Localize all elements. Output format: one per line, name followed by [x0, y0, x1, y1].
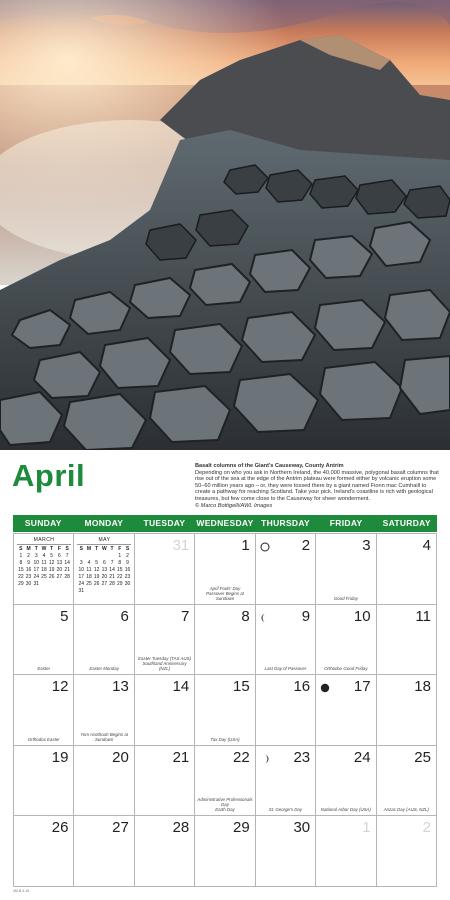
mini-calendar-day: 20	[101, 574, 108, 580]
mini-calendar-day: 1	[19, 553, 23, 559]
mini-calendar-day: 2	[126, 553, 129, 559]
holiday-note: Anzac Day (AUS, NZL)	[383, 807, 429, 813]
mini-calendar-day: 5	[50, 553, 54, 559]
day-cell	[256, 816, 316, 887]
mini-calendar-weekday: T	[50, 546, 54, 552]
holiday-note: Tax Day (USA)	[210, 736, 240, 742]
mini-calendar-weekday: T	[34, 546, 38, 552]
mini-calendar-day: 8	[118, 560, 122, 566]
mini-calendar-day: 19	[48, 567, 55, 573]
day-cell	[195, 605, 255, 676]
weekday-saturday: SATURDAY	[382, 518, 431, 528]
mini-calendar-march	[17, 537, 71, 588]
holiday-note: Administrative Professionals Day Earth Day	[197, 797, 253, 813]
mini-calendar-day: 22	[18, 574, 24, 580]
mini-calendar-day: 30	[25, 581, 32, 587]
day-number: 27	[112, 819, 129, 837]
full-moon-icon	[260, 539, 270, 549]
mini-calendar-day: 12	[93, 567, 100, 573]
mini-calendar-day: 15	[117, 567, 123, 573]
day-number: 6	[120, 607, 129, 625]
first-quarter-moon-icon	[260, 751, 270, 761]
day-number: 10	[353, 607, 371, 625]
mini-calendar-day	[108, 588, 116, 595]
day-cell	[195, 746, 255, 817]
day-number: 20	[112, 748, 129, 766]
mini-calendar-day: 15	[18, 567, 24, 573]
day-number: 4	[422, 537, 431, 554]
day-number: 22	[233, 748, 250, 766]
day-cell	[74, 605, 134, 676]
mini-calendar-day	[108, 553, 116, 560]
day-number: 25	[414, 748, 431, 766]
mini-calendar-day: 3	[34, 553, 38, 559]
day-cell	[135, 675, 195, 746]
day-number: 3	[362, 537, 371, 554]
mini-calendar-day: 9	[27, 560, 30, 566]
mini-calendar-day	[56, 581, 64, 588]
holiday-note: Good Friday	[333, 595, 358, 601]
day-number: 7	[180, 607, 190, 625]
month-title: April	[12, 458, 86, 493]
mini-calendar-day: 30	[124, 581, 131, 587]
mini-calendar-day: 18	[86, 574, 92, 580]
mini-calendar-day	[101, 588, 109, 595]
last-quarter-moon-icon	[260, 610, 270, 620]
mini-calendar-day: 7	[110, 560, 114, 566]
mini-calendar-day: 11	[41, 560, 47, 566]
day-number: 16	[293, 678, 311, 696]
mini-calendar-day: 4	[42, 553, 46, 559]
mini-calendar-day: 23	[124, 574, 131, 580]
holiday-note: Easter	[37, 666, 51, 672]
day-cell	[135, 534, 195, 605]
mini-calendar-day: 5	[95, 560, 99, 566]
caption-credit: © Marco Bottigelli/AWL Images	[195, 503, 273, 510]
mini-calendar-weekday: M	[86, 546, 92, 552]
day-number: 8	[241, 607, 250, 625]
day-number: 21	[172, 748, 190, 766]
weekday-sunday: SUNDAY	[24, 518, 62, 528]
day-cell	[377, 746, 437, 817]
day-number: 17	[353, 678, 371, 696]
mini-calendar-day: 11	[86, 567, 92, 573]
mini-calendar-day: 27	[101, 581, 108, 587]
mini-calendar-day	[124, 588, 132, 595]
mini-calendar-day	[85, 553, 93, 560]
mini-calendar-day: 16	[25, 567, 32, 573]
mini-calendar-weekday: T	[110, 546, 114, 552]
day-number: 28	[172, 819, 190, 837]
mini-calendar-weekday: F	[118, 546, 122, 552]
mini-calendar-day: 14	[64, 560, 70, 566]
mini-calendar-day	[85, 588, 93, 595]
mini-calendar-day: 18	[41, 567, 47, 573]
day-number: 1	[362, 819, 371, 837]
mini-calendar-day: 27	[56, 574, 63, 580]
mini-calendar-day: 26	[48, 574, 55, 580]
mini-calendar-day: 25	[41, 574, 47, 580]
day-number: 12	[51, 678, 69, 696]
day-cell	[377, 605, 437, 676]
day-number: 1	[241, 537, 250, 554]
mini-calendar-title: MAY	[77, 537, 131, 545]
holiday-note: St. George's Day	[268, 807, 303, 813]
mini-calendar-day: 4	[87, 560, 91, 566]
day-number: 29	[233, 819, 250, 837]
day-cell	[256, 746, 316, 817]
mini-calendar-day: 13	[101, 567, 108, 573]
day-number: 13	[112, 678, 129, 696]
mini-calendar-day: 14	[109, 567, 115, 573]
day-cell	[316, 534, 376, 605]
weekday-thursday: THURSDAY	[261, 518, 310, 528]
day-cell	[377, 816, 437, 887]
day-number: 24	[353, 748, 371, 766]
mini-calendar-weekday: S	[125, 546, 130, 552]
mini-calendar-day: 12	[48, 560, 55, 566]
mini-calendar-day: 10	[78, 567, 85, 573]
day-cell	[316, 675, 376, 746]
day-number: 31	[172, 537, 190, 554]
mini-calendar-day: 31	[33, 581, 40, 587]
mini-calendar-day: 29	[18, 581, 24, 587]
mini-calendar-day: 31	[78, 588, 85, 594]
day-number: 15	[233, 678, 250, 696]
mini-calendar-title: MARCH	[17, 537, 71, 545]
day-cell	[74, 675, 134, 746]
mini-calendar-day: 24	[33, 574, 40, 580]
holiday-note: Orthodox Good Friday	[324, 666, 368, 672]
weekday-header	[13, 515, 437, 532]
mini-calendar-weekday: S	[79, 546, 83, 552]
mini-calendar-day: 21	[109, 574, 115, 580]
holiday-note: Easter Tuesday (TAS AUS) Southland Anniversary (NZL)	[138, 656, 191, 672]
mini-calendar-day	[101, 553, 109, 560]
mini-calendar-day: 19	[93, 574, 100, 580]
holiday-note: April Fools' Day Passover Begins at Sundown	[206, 585, 244, 601]
holiday-note: Orthodox Easter	[27, 736, 60, 742]
mini-calendar-weekday: W	[102, 546, 107, 552]
mini-calendar-day: 20	[56, 567, 63, 573]
day-cell	[195, 675, 255, 746]
mini-calendar-day: 23	[25, 574, 32, 580]
day-cell	[316, 816, 376, 887]
mini-calendar-weekday: W	[41, 546, 47, 552]
mini-calendar-day	[40, 581, 48, 588]
mini-calendar-weekday: F	[57, 546, 61, 552]
footer-code: 4M-B 4.15	[13, 889, 30, 893]
mini-calendar-day: 6	[102, 560, 106, 566]
day-number: 26	[51, 819, 69, 837]
day-cell	[316, 746, 376, 817]
day-cell	[195, 534, 255, 605]
day-cell	[256, 534, 316, 605]
day-number: 11	[415, 607, 431, 625]
holiday-note: Yom HaShoah Begins at Sundown	[80, 731, 129, 742]
mini-calendar-day: 17	[78, 574, 85, 580]
weekday-tuesday: TUESDAY	[143, 518, 186, 528]
holiday-note: National Arbor Day (USA)	[320, 807, 371, 813]
day-cell	[377, 534, 437, 605]
mini-calendar-day: 9	[126, 560, 129, 566]
caption-title: Basalt columns of the Giant's Causeway, County Antrim	[195, 463, 344, 469]
calendar-grid	[13, 533, 437, 887]
mini-calendar-day: 22	[117, 574, 123, 580]
mini-calendar-weekday: S	[19, 546, 23, 552]
day-cell	[256, 675, 316, 746]
day-number: 18	[414, 678, 431, 696]
caption-body: Depending on who you ask in Northern Ireland, the 40,000 massive, polygonal basalt columns that rise out of the sea at the edge of the Antrim plateau were formed either by volcanic eruption some 50–60 million years ago – or, they were tossed there by a giant named Fionn mac Cumhaill to create a pathway for reaching Scotland. Take your pick. Ireland's coastline is rich with geological treasures, but few come close to the Causeway for sheer wonderment.	[195, 469, 439, 502]
day-cell	[74, 746, 134, 817]
mini-calendar-day: 3	[79, 560, 83, 566]
day-cell	[14, 534, 74, 605]
day-cell	[74, 534, 134, 605]
day-cell	[195, 816, 255, 887]
mini-calendar-weekday: S	[65, 546, 69, 552]
day-cell	[74, 816, 134, 887]
day-cell	[377, 675, 437, 746]
day-cell	[14, 675, 74, 746]
day-cell	[14, 746, 74, 817]
mini-calendar-day	[77, 553, 85, 560]
day-cell	[14, 816, 74, 887]
mini-calendar-may	[77, 537, 131, 595]
mini-calendar-day: 7	[65, 553, 69, 559]
weekday-friday: FRIDAY	[329, 518, 363, 528]
mini-calendar-day: 17	[33, 567, 40, 573]
mini-calendar-day: 1	[118, 553, 122, 559]
mini-calendar-day: 28	[64, 574, 70, 580]
mini-calendar-weekday: M	[26, 546, 31, 552]
day-cell	[256, 605, 316, 676]
day-number: 30	[293, 819, 311, 837]
day-number: 14	[172, 678, 190, 696]
holiday-note: Easter Monday	[89, 666, 119, 672]
day-number: 19	[51, 748, 69, 766]
mini-calendar-day: 29	[117, 581, 123, 587]
day-cell	[135, 746, 195, 817]
mini-calendar-day: 25	[86, 581, 92, 587]
mini-calendar-day: 10	[33, 560, 40, 566]
mini-calendar-day: 16	[124, 567, 131, 573]
mini-calendar-day: 13	[56, 560, 63, 566]
day-cell	[135, 816, 195, 887]
mini-calendar-day	[116, 588, 124, 595]
mini-calendar-day: 26	[93, 581, 100, 587]
day-cell	[316, 605, 376, 676]
mini-calendar-day	[63, 581, 71, 588]
mini-calendar-day	[93, 588, 101, 595]
mini-calendar-day: 21	[64, 567, 70, 573]
new-moon-icon	[320, 680, 330, 690]
mini-calendar-day: 28	[109, 581, 115, 587]
day-number: 23	[293, 748, 311, 766]
holiday-note: Last Day of Passover	[264, 666, 307, 672]
mini-calendar-weekday: T	[95, 546, 99, 552]
day-cell	[14, 605, 74, 676]
day-number: 2	[422, 819, 431, 837]
weekday-wednesday: WEDNESDAY	[196, 518, 254, 528]
mini-calendar-day	[48, 581, 56, 588]
photo-caption	[195, 463, 439, 510]
mini-calendar-day: 8	[19, 560, 23, 566]
mini-calendar-day: 2	[27, 553, 30, 559]
mini-calendar-day: 24	[78, 581, 85, 587]
mini-calendar-day	[93, 553, 101, 560]
mini-calendar-day: 6	[57, 553, 61, 559]
day-number: 5	[60, 607, 69, 625]
weekday-monday: MONDAY	[84, 518, 124, 528]
day-cell	[135, 605, 195, 676]
day-number: 2	[301, 537, 311, 554]
day-number: 9	[301, 607, 311, 625]
